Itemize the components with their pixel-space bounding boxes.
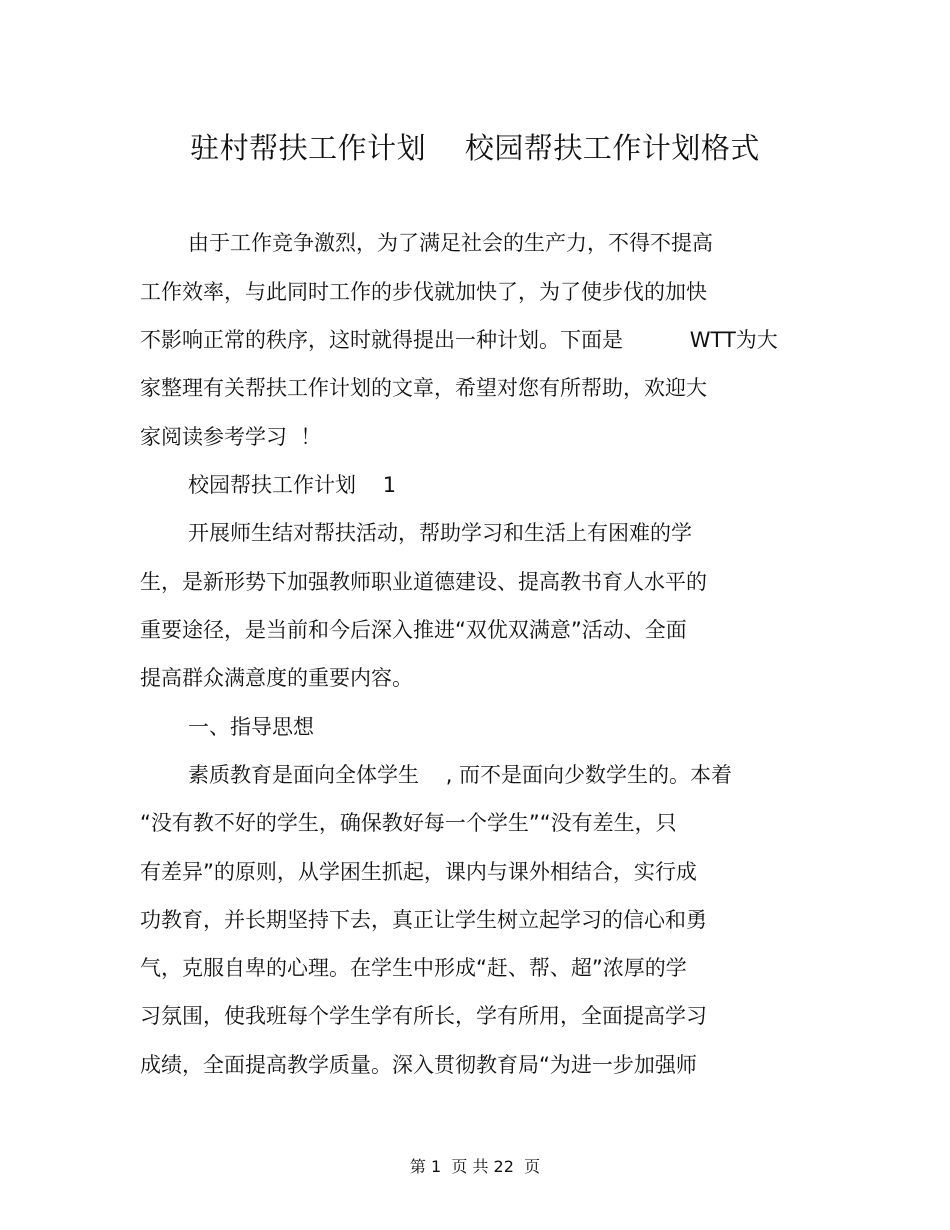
paragraph-line: 功教育，并长期坚持下去，真正让学生树立起学习的信心和勇 [140, 908, 707, 932]
paragraph-line: 重要途径，是当前和今后深入推进“双优双满意”活动、全面 [140, 618, 687, 642]
paragraph-line: 成绩，全面提高教学质量。深入贯彻教育局“为进一步加强师 [140, 1053, 697, 1077]
paragraph-line: 家阅读参考学习 ！ [140, 425, 322, 449]
paragraph-line: 不影响正常的秩序，这时就得提出一种计划。下面是 WTT为大 [140, 328, 778, 352]
paragraph-line: 工作效率，与此同时工作的步伐就加快了，为了使步伐的加快 [140, 280, 707, 304]
paragraph-line: 提高群众满意度的重要内容。 [140, 666, 413, 690]
paragraph-line: 有差异”的原则，从学困生抓起，课内与课外相结合，实行成 [140, 860, 697, 884]
paragraph-line: 家整理有关帮扶工作计划的文章，希望对您有所帮助，欢迎大 [140, 376, 707, 400]
section-heading: 校园帮扶工作计划 1 [188, 473, 397, 497]
paragraph-line: “没有教不好的学生，确保教好每一个学生”“没有差生，只 [140, 811, 677, 835]
document-title: 驻村帮扶工作计划 校园帮扶工作计划格式 [190, 131, 760, 165]
paragraph-line: 气，克服自卑的心理。在学生中形成“赶、帮、超”浓厚的学 [140, 956, 687, 980]
paragraph-line: 由于工作竞争激烈，为了满足社会的生产力，不得不提高 [188, 231, 713, 255]
paragraph-line: 开展师生结对帮扶活动，帮助学习和生活上有困难的学 [188, 521, 692, 545]
paragraph-line: 生，是新形势下加强教师职业道德建设、提高教书育人水平的 [140, 570, 707, 594]
paragraph-line: 素质教育是面向全体学生 , 而不是面向少数学生的。本着 [188, 763, 733, 787]
paragraph-line: 习氛围，使我班每个学生学有所长，学有所用，全面提高学习 [140, 1004, 707, 1028]
page-number-footer: 第 1 页 共 22 页 [409, 1157, 541, 1176]
section-heading: 一、指导思想 [188, 715, 314, 739]
